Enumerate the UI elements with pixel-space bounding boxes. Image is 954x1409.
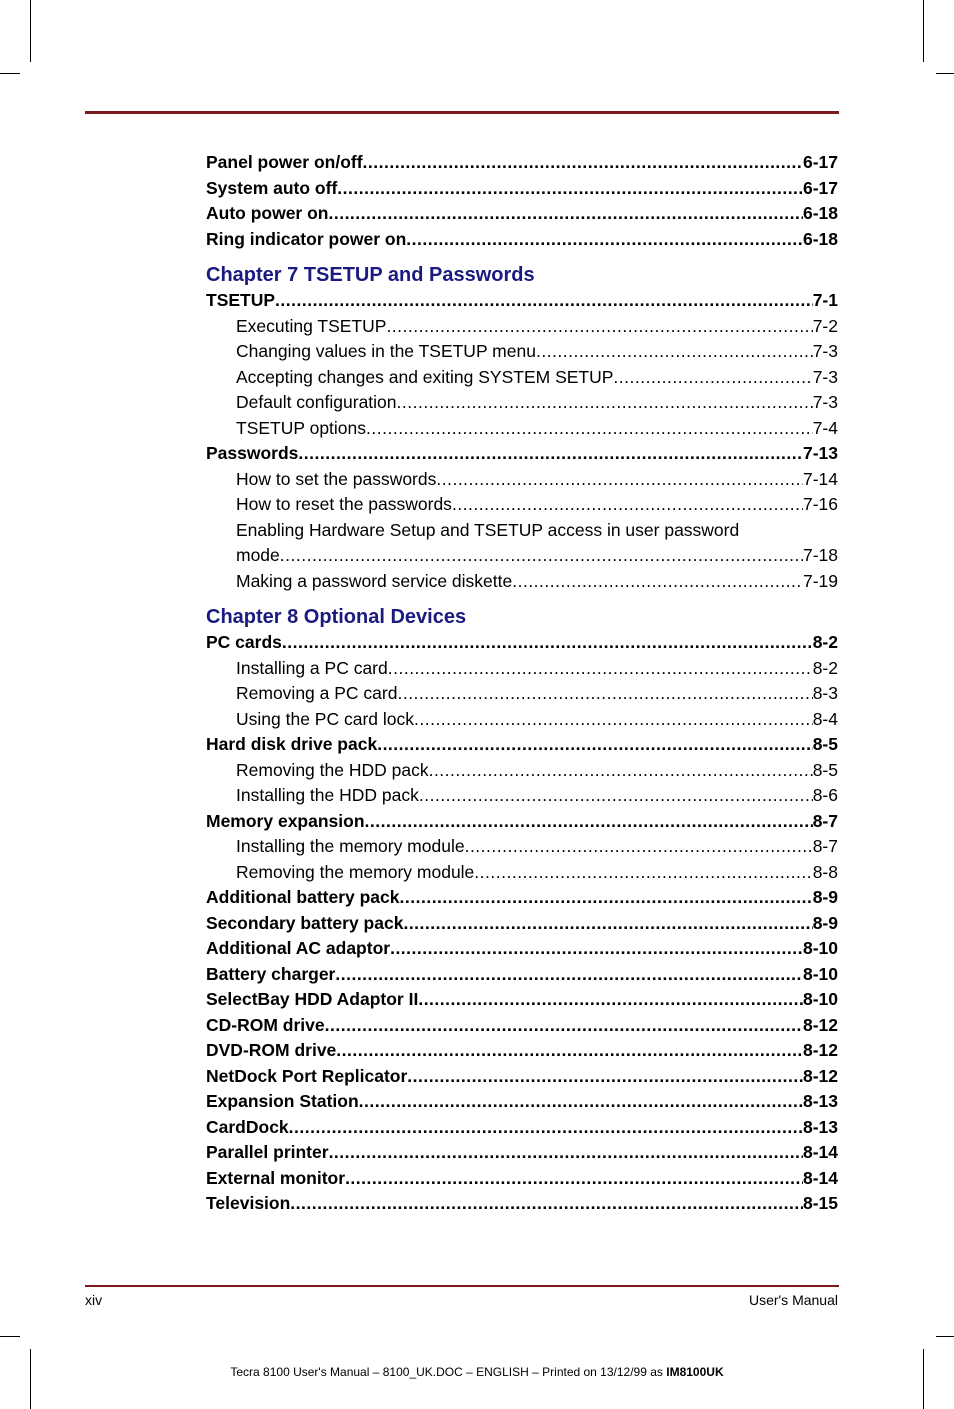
- toc-entry-page: 8-7: [812, 810, 838, 831]
- toc-entry-label: Secondary battery pack: [206, 912, 404, 933]
- toc-entry-page: 7-16: [802, 494, 838, 514]
- dot-leader: [512, 569, 803, 595]
- dot-leader: [345, 1166, 803, 1192]
- toc-entry[interactable]: [206, 809, 838, 835]
- toc-entry-label: Changing values in the TSETUP menu: [236, 341, 536, 361]
- toc-entry-label: Television: [206, 1193, 291, 1213]
- toc-entry[interactable]: [206, 339, 838, 365]
- toc-entry-label: Ring indicator power on: [206, 228, 407, 249]
- dot-leader: [536, 339, 813, 365]
- toc-entry-label: TSETUP options: [236, 417, 367, 438]
- dot-leader: [474, 860, 812, 886]
- crop-mark: [936, 73, 954, 74]
- toc-entry-page: 6-17: [802, 152, 838, 172]
- toc-entry[interactable]: [206, 885, 838, 911]
- toc-entry[interactable]: [206, 227, 838, 253]
- dot-leader: [337, 176, 803, 202]
- dot-leader: [414, 707, 813, 733]
- toc-entry-page: 7-13: [802, 443, 838, 463]
- toc-entry-page: 6-18: [802, 228, 838, 249]
- toc-entry[interactable]: [206, 1166, 838, 1192]
- toc-entry[interactable]: [206, 314, 838, 340]
- toc-entry[interactable]: [206, 630, 838, 656]
- toc-entry[interactable]: [206, 365, 838, 391]
- toc-entry-label: Accepting changes and exiting SYSTEM SETUP: [236, 366, 614, 387]
- toc-entry[interactable]: [206, 467, 838, 493]
- toc-entry-page: 8-3: [812, 683, 838, 703]
- toc-entry[interactable]: [206, 1089, 838, 1115]
- header-rule: [85, 111, 839, 114]
- toc-entry-page: 6-18: [802, 203, 838, 223]
- dot-leader: [465, 834, 813, 860]
- toc-entry-page: 8-13: [802, 1091, 838, 1111]
- toc-entry-page: 8-9: [812, 912, 838, 933]
- dot-leader: [452, 492, 803, 518]
- dot-leader: [298, 441, 803, 467]
- toc-entry-label: System auto off: [206, 177, 338, 198]
- dot-leader: [390, 936, 803, 962]
- toc-entry-page: 8-10: [802, 963, 838, 984]
- toc-entry-page: 8-12: [802, 1040, 838, 1060]
- toc-entry-label: CardDock: [206, 1116, 289, 1137]
- dot-leader: [386, 314, 812, 340]
- dot-leader: [336, 1038, 803, 1064]
- dot-leader: [377, 732, 813, 758]
- toc-entry-page: 8-10: [802, 938, 838, 958]
- toc-entry-label: External monitor: [206, 1167, 346, 1188]
- dot-leader: [419, 783, 813, 809]
- toc-entry-label: Additional AC adaptor: [206, 938, 391, 958]
- toc-entry[interactable]: [206, 150, 838, 176]
- toc-entry-label: Removing a PC card: [236, 683, 398, 703]
- dot-leader: [280, 543, 803, 569]
- toc-entry[interactable]: [206, 681, 838, 707]
- toc-entry[interactable]: [206, 707, 838, 733]
- page-number: xiv: [85, 1292, 103, 1308]
- dot-leader: [359, 1089, 803, 1115]
- toc-entry-page: 6-17: [802, 177, 838, 198]
- crop-mark: [30, 0, 31, 62]
- toc-entry-label: Using the PC card lock: [236, 708, 414, 729]
- toc-entry-page: 8-5: [812, 734, 838, 754]
- chapter-heading: Chapter 7 TSETUP and Passwords: [206, 264, 535, 286]
- dot-leader: [328, 201, 802, 227]
- toc-entry[interactable]: [206, 758, 838, 784]
- toc-entry[interactable]: [206, 656, 838, 682]
- toc-entry-label: PC cards: [206, 632, 282, 652]
- print-line: [0, 1365, 954, 1379]
- toc-entry-page: 7-14: [802, 468, 838, 489]
- toc-entry-label: mode: [236, 545, 280, 565]
- toc-entry-label: SelectBay HDD Adaptor II: [206, 989, 419, 1009]
- dot-leader: [289, 1115, 803, 1141]
- toc-entry-label: Hard disk drive pack: [206, 734, 378, 754]
- toc-entry-page: 7-19: [802, 570, 838, 591]
- dot-leader: [363, 150, 803, 176]
- toc-entry-page: 8-10: [802, 989, 838, 1009]
- table-of-contents: [206, 150, 838, 1217]
- dot-leader: [403, 911, 812, 937]
- toc-entry-label: Enabling Hardware Setup and TSETUP access in user password: [236, 519, 740, 540]
- toc-entry[interactable]: [206, 783, 838, 809]
- dot-leader: [388, 656, 813, 682]
- crop-mark: [30, 1349, 31, 1409]
- toc-entry-page: 8-8: [812, 861, 838, 882]
- toc-entry[interactable]: [206, 390, 838, 416]
- dot-leader: [429, 758, 813, 784]
- dot-leader: [406, 227, 803, 253]
- dot-leader: [397, 390, 813, 416]
- toc-entry[interactable]: [206, 1013, 838, 1039]
- dot-leader: [365, 809, 813, 835]
- toc-entry[interactable]: [206, 834, 838, 860]
- crop-mark: [0, 73, 20, 74]
- toc-entry[interactable]: [206, 518, 838, 544]
- toc-entry-page: 8-12: [802, 1065, 838, 1086]
- toc-entry-page: 8-4: [812, 708, 838, 729]
- toc-entry-page: 8-9: [812, 887, 838, 907]
- dot-leader: [418, 987, 803, 1013]
- toc-entry[interactable]: [206, 1064, 838, 1090]
- toc-entry-page: 8-2: [812, 632, 838, 652]
- manual-name: User's Manual: [748, 1292, 838, 1308]
- toc-entry[interactable]: [206, 936, 838, 962]
- dot-leader: [275, 288, 813, 314]
- toc-entry[interactable]: [206, 569, 838, 595]
- toc-entry-label: DVD-ROM drive: [206, 1040, 337, 1060]
- toc-entry-page: 8-13: [802, 1116, 838, 1137]
- dot-leader: [407, 1064, 803, 1090]
- toc-entry-label: Additional battery pack: [206, 887, 400, 907]
- toc-entry-label: Battery charger: [206, 963, 336, 984]
- toc-entry[interactable]: [206, 492, 838, 518]
- dot-leader: [400, 885, 813, 911]
- footer-rule: [85, 1285, 839, 1287]
- toc-entry[interactable]: [206, 543, 838, 569]
- toc-entry[interactable]: [206, 1191, 838, 1217]
- toc-entry[interactable]: [206, 1115, 838, 1141]
- crop-mark: [0, 1336, 20, 1337]
- toc-entry-label: Removing the memory module: [236, 861, 475, 882]
- toc-entry[interactable]: [206, 288, 838, 314]
- toc-entry-page: 7-1: [812, 290, 838, 310]
- toc-entry-label: Parallel printer: [206, 1142, 329, 1162]
- chapter-heading: Chapter 8 Optional Devices: [206, 606, 467, 628]
- dot-leader: [325, 1013, 803, 1039]
- toc-entry-label: Installing the memory module: [236, 836, 465, 856]
- toc-entry-page: 7-18: [802, 545, 838, 565]
- dot-leader: [290, 1191, 803, 1217]
- toc-entry-page: 8-7: [812, 836, 838, 856]
- toc-entry-page: 8-15: [802, 1193, 838, 1213]
- toc-entry-page: 8-12: [802, 1014, 838, 1035]
- toc-entry[interactable]: [206, 732, 838, 758]
- toc-entry-label: How to set the passwords: [236, 468, 437, 489]
- crop-mark: [936, 1336, 954, 1337]
- toc-entry-page: 8-6: [812, 785, 838, 805]
- crop-mark: [923, 1349, 924, 1409]
- toc-entry-page: 8-14: [802, 1167, 838, 1188]
- toc-entry-label: Panel power on/off: [206, 152, 363, 172]
- toc-entry-page: 8-14: [802, 1142, 838, 1162]
- toc-entry[interactable]: [206, 176, 838, 202]
- toc-entry[interactable]: [206, 987, 838, 1013]
- toc-entry-label: TSETUP: [206, 290, 276, 310]
- dot-leader: [335, 962, 803, 988]
- toc-entry[interactable]: [206, 962, 838, 988]
- toc-entry-label: Expansion Station: [206, 1091, 359, 1111]
- toc-entry-label: Removing the HDD pack: [236, 759, 429, 780]
- toc-entry-page: 8-5: [812, 759, 838, 780]
- toc-entry-label: Auto power on: [206, 203, 329, 223]
- toc-entry-page: 7-3: [812, 341, 838, 361]
- toc-entry-label: Executing TSETUP: [236, 315, 387, 336]
- toc-entry-label: Memory expansion: [206, 810, 365, 831]
- toc-entry-page: 7-3: [812, 366, 838, 387]
- toc-entry[interactable]: [206, 860, 838, 886]
- toc-entry-label: Installing the HDD pack: [236, 785, 419, 805]
- toc-entry-label: Passwords: [206, 443, 299, 463]
- toc-entry[interactable]: [206, 911, 838, 937]
- dot-leader: [613, 365, 812, 391]
- toc-entry-page: 7-4: [812, 417, 838, 438]
- toc-entry-label: CD-ROM drive: [206, 1014, 325, 1035]
- crop-mark: [923, 0, 924, 62]
- print-line-text: Tecra 8100 User's Manual – 8100_UK.DOC – ENGLISH – Printed on 13/12/99 as: [230, 1365, 667, 1379]
- toc-entry[interactable]: [206, 1038, 838, 1064]
- dot-leader: [436, 467, 803, 493]
- dot-leader: [366, 416, 813, 442]
- print-line-code: IM8100UK: [666, 1365, 724, 1379]
- toc-entry[interactable]: [206, 201, 838, 227]
- toc-entry[interactable]: [206, 441, 838, 467]
- toc-entry-label: Making a password service diskette: [236, 570, 513, 591]
- toc-entry-label: How to reset the passwords: [236, 494, 452, 514]
- toc-entry-page: 8-2: [812, 657, 838, 678]
- dot-leader: [397, 681, 812, 707]
- toc-entry[interactable]: [206, 1140, 838, 1166]
- toc-entry-page: 7-3: [812, 392, 838, 412]
- dot-leader: [329, 1140, 803, 1166]
- toc-entry[interactable]: [206, 416, 838, 442]
- toc-entry-label: Default configuration: [236, 392, 397, 412]
- toc-entry-label: Installing a PC card: [236, 657, 388, 678]
- toc-entry-label: NetDock Port Replicator: [206, 1065, 408, 1086]
- toc-entry-page: 7-2: [812, 315, 838, 336]
- dot-leader: [282, 630, 813, 656]
